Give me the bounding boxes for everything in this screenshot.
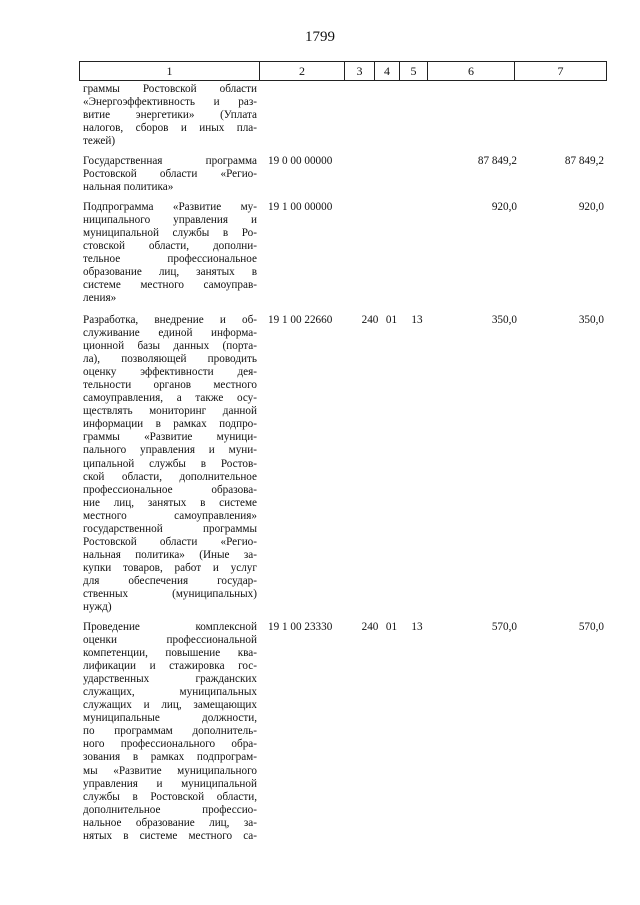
header-col-3: 3: [345, 62, 375, 81]
name-line: для обеспечения государ-: [83, 574, 257, 587]
name-line: ской области, дополнительное: [83, 470, 257, 483]
name-line: нальное образование лиц, за-: [83, 816, 257, 829]
name-line: самоуправления, а также осу-: [83, 392, 257, 405]
name-line: служащих и лиц, замещающих: [83, 699, 257, 712]
page-number: 1799: [305, 29, 335, 45]
header-col-1: 1: [80, 62, 260, 81]
name-line: компетенции, повышение ква-: [83, 647, 257, 660]
row-code: 19 1 00 00000: [268, 201, 333, 213]
name-line: граммы «Развитие муници-: [83, 431, 257, 444]
name-line: ние лиц, занятых в системе: [83, 496, 257, 509]
name-line: государственной программы: [83, 522, 257, 535]
name-line: тежей): [83, 135, 116, 148]
name-line: оценку эффективности дея-: [83, 366, 257, 379]
row-amount-col7: 570,0: [578, 621, 604, 633]
row-name: [83, 201, 257, 305]
row-subsection: 13: [411, 314, 423, 326]
name-line: профессиональное образова-: [83, 483, 257, 496]
row-code: 19 1 00 23330: [268, 621, 333, 633]
name-line: мы «Развитие муниципального: [83, 764, 257, 777]
name-line: ципальной службы в Ростов-: [83, 457, 257, 470]
header-col-5: 5: [400, 62, 428, 81]
name-line: ществлять мониторинг данной: [83, 405, 257, 418]
header-col-2: 2: [260, 62, 345, 81]
row-name: [83, 83, 257, 148]
name-line: Ростовской области «Регио-: [83, 535, 257, 548]
row-code: 19 0 00 00000: [268, 155, 333, 167]
name-line: ления»: [83, 292, 117, 305]
name-line: информации в рамках подпро-: [83, 418, 257, 431]
row-amount-col6: 350,0: [491, 314, 517, 326]
name-line: тельное профессиональное: [83, 253, 257, 266]
name-line: Ростовской области «Регио-: [83, 168, 257, 181]
header-col-6: 6: [428, 62, 515, 81]
name-line: лификации и стажировка гос-: [83, 660, 257, 673]
name-line: ственных (муниципальных): [83, 587, 257, 600]
row-amount-col7: 920,0: [578, 201, 604, 213]
name-line: нальная политика» (Иные за-: [83, 548, 257, 561]
name-line: Проведение комплексной: [83, 621, 257, 633]
name-line: службы в Ростовской области,: [83, 790, 257, 803]
name-line: ла), позволяющей проводить: [83, 353, 257, 366]
name-line: дополнительное профессио-: [83, 803, 257, 816]
name-line: нятых в системе местного са-: [83, 829, 257, 842]
name-line: нужд): [83, 601, 112, 614]
name-line: по программам дополнитель-: [83, 725, 257, 738]
row-subsection: 13: [411, 621, 423, 633]
name-line: муниципальные должности,: [83, 712, 257, 725]
row-amount-col6: 87 849,2: [477, 155, 517, 167]
name-line: системе местного самоуправ-: [83, 279, 257, 292]
name-line: зования в рамках подпрограм-: [83, 751, 257, 764]
row-section: 01: [385, 621, 398, 633]
row-expense-type: 240: [361, 314, 379, 326]
name-line: Разработка, внедрение и об-: [83, 314, 257, 326]
name-line: местного самоуправления»: [83, 509, 257, 522]
row-expense-type: 240: [361, 621, 379, 633]
name-line: служивание единой информа-: [83, 327, 257, 340]
name-line: Государственная программа: [83, 155, 257, 167]
row-name: [83, 155, 257, 194]
name-line: витие энергетики» (Уплата: [83, 109, 257, 122]
name-line: стовской области, дополни-: [83, 240, 257, 253]
name-line: пального управления и муни-: [83, 444, 257, 457]
row-name: [83, 314, 257, 614]
row-amount-col7: 350,0: [578, 314, 604, 326]
row-section: 01: [385, 314, 398, 326]
name-line: Подпрограмма «Развитие му-: [83, 201, 257, 213]
row-amount-col6: 570,0: [491, 621, 517, 633]
name-line: ного профессионального обра-: [83, 738, 257, 751]
table-header: [79, 61, 607, 81]
row-amount-col6: 920,0: [491, 201, 517, 213]
name-line: тельности органов местного: [83, 379, 257, 392]
name-line: «Энергоэффективность и раз-: [83, 96, 257, 109]
header-col-4: 4: [375, 62, 400, 81]
row-name: [83, 621, 257, 843]
name-line: служащих, муниципальных: [83, 686, 257, 699]
name-line: ционной базы данных (порта-: [83, 340, 257, 353]
name-line: ударственных гражданских: [83, 673, 257, 686]
row-code: 19 1 00 22660: [268, 314, 333, 326]
row-amount-col7: 87 849,2: [564, 155, 604, 167]
name-line: нальная политика»: [83, 181, 174, 194]
name-line: купки товаров, работ и услуг: [83, 561, 257, 574]
name-line: оценки профессиональной: [83, 634, 257, 647]
name-line: ниципального управления и: [83, 214, 257, 227]
name-line: налогов, сборов и иных пла-: [83, 122, 257, 135]
name-line: управления и муниципальной: [83, 777, 257, 790]
name-line: муниципальной службы в Ро-: [83, 227, 257, 240]
header-col-7: 7: [515, 62, 607, 81]
name-line: образование лиц, занятых в: [83, 266, 257, 279]
name-line: граммы Ростовской области: [83, 83, 257, 95]
